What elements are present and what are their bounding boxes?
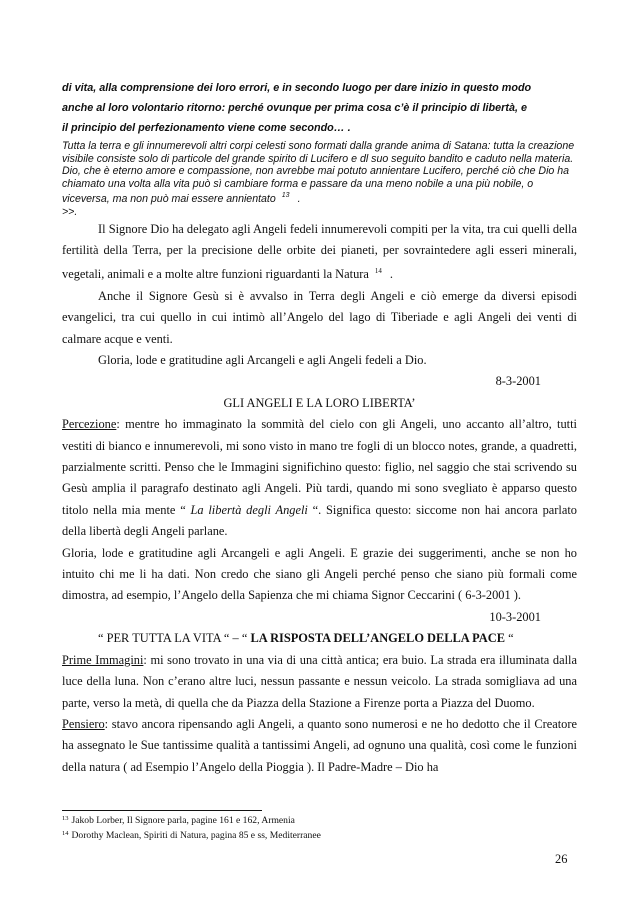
quote-close: >>. <box>62 205 78 218</box>
footnote-14 <box>62 828 577 843</box>
paragraph-prime-immagini <box>62 650 577 714</box>
quote-end: . <box>297 193 301 206</box>
percezione-text-a: : mentre ho immaginato la sommità del cielo con gli Angeli, uno accanto all’altro, tutti vestiti di bianco e innumerevoli, mi sono visto in mano tre fogli di un blocco notes, grande, a quadretti, parzialmente scritti. Penso che le Immagini significhino questo: figlio, nel saggio che stai scrivendo su Gesù amplia il paragrafo destinato agli Angeli. Più tardi, quando mi sono svegliato è apparso questo titolo nella mia mente “ <box>62 417 577 517</box>
heading-2-bold: LA RISPOSTA DELL’ANGELO DELLA PACE <box>250 631 505 646</box>
pensiero-label: Pensiero <box>62 716 105 731</box>
page-body <box>62 78 577 778</box>
italic-bold-line-3: il principio del perfezionamento viene come secondo… . <box>62 122 351 134</box>
quote-paragraph <box>62 140 577 219</box>
heading-2-plain: “ PER TUTTA LA VITA “ – “ <box>98 631 251 646</box>
prime-immagini-text: : mi sono trovato in una via di una città antica; era buio. La strada era illuminata dalla luce della luna. Non c’erano altre luci, nessun passante e nessun veicolo. La strada somigliava ad una parte, verso la metà, di quella che da Piazza della Stazione a Firenze porta a Piazza del Duomo. <box>62 652 577 710</box>
footnote-14-number: 14 <box>62 829 69 837</box>
section-heading-1: GLI ANGELI E LA LORO LIBERTA’ <box>223 395 416 410</box>
footnote-ref-13: 13 <box>281 192 290 200</box>
section-heading-2 <box>62 628 577 649</box>
date-2: 10-3-2001 <box>489 609 541 624</box>
quote-text: Tutta la terra e gli innumerevoli altri corpi celesti sono formati dalla grande anima di Satana: tutta la creazione visibile consiste solo di particole del grande spirito di Lucifero e dl suo seguito bandito e caduto nella materia. Dio, che è eterno amore e compassione, non avrebbe mai potuto annientare Lucifero, perché ciò che Dio ha chiamato una volta alla vita può sì cambiare forma e passare da una meno nobile a una più nobile, o viceversa, ma non può mai essere annientato <box>62 140 575 206</box>
paragraph-angels-tasks-text: Il Signore Dio ha delegato agli Angeli fedeli innumerevoli compiti per la vita, tra cui quelli della fertilità della Terra, per la precisione delle orbite dei pianeti, per sovraintedere agli esseri minerali, vegetali, animali e a molte altre funzioni riguardanti la Natura <box>62 221 577 282</box>
heading-2-end: “ <box>504 631 514 646</box>
date-1: 8-3-2001 <box>495 374 541 389</box>
paragraph-percezione <box>62 414 577 542</box>
prime-immagini-label: Prime Immagini <box>62 652 144 667</box>
italic-bold-line-1: di vita, alla comprensione dei loro errori, e in secondo luogo per dare inizio in questo modo <box>62 82 532 94</box>
paragraph-angels-tasks-end: . <box>389 267 393 282</box>
footnote-ref-14: 14 <box>374 267 382 276</box>
footnote-13-text: Jakob Lorber, Il Signore parla, pagine 161 e 162, Armenia <box>71 815 295 826</box>
footnote-13 <box>62 813 577 828</box>
percezione-label: Percezione <box>62 417 117 432</box>
footnote-divider <box>62 810 262 811</box>
paragraph-gloria-1: Gloria, lode e gratitudine agli Arcangeli e agli Angeli fedeli a Dio. <box>98 353 427 367</box>
paragraph-pensiero <box>62 714 577 778</box>
paragraph-jesus-angels: Anche il Signore Gesù si è avvalso in Terra degli Angeli e ciò emerge da diversi episodi evangelici, tra cui quello in cui intimò all’Angelo del lago di Tiberiade e agli Angeli dei venti di calmare acque e venti. <box>62 288 577 346</box>
footnote-13-number: 13 <box>62 815 69 822</box>
italic-bold-line-2: anche al loro volontario ritorno: perché ovunque per prima cosa c’è il principio di libertà, e <box>62 102 527 114</box>
footnote-14-text: Dorothy Maclean, Spiriti di Natura, pagina 85 e ss, Mediterranee <box>71 829 321 841</box>
footnotes <box>62 810 577 842</box>
paragraph-gloria-2: Gloria, lode e gratitudine agli Arcangeli e agli Angeli. E grazie dei suggerimenti, anche se non ho intuito chi me li ha dati. Non credo che siano gli Angeli perché penso che siano più formali come dimostra, ad esempio, l’Angelo della Sapienza che mi chiama Signor Ceccarini ( 6-3-2001 ). <box>62 545 577 603</box>
page-number: 26 <box>555 852 568 866</box>
percezione-title-italic: La libertà degli Angeli <box>190 502 308 517</box>
percezione-text-b: “. Significa questo: siccome non hai ancora parlato della libertà degli Angeli parlane. <box>62 502 577 539</box>
pensiero-text: : stavo ancora ripensando agli Angeli, a quanto sono numerosi e ne ho dedotto che il Creatore ha assegnato le Sue tantissime qualità a tantissimi Angeli, ad ognuno una qualità, così come le funzioni della natura ( ad Esempio l’Angelo della Pioggia ). Il Padre-Madre – Dio ha <box>62 716 577 774</box>
paragraph-angels-tasks <box>62 219 577 286</box>
